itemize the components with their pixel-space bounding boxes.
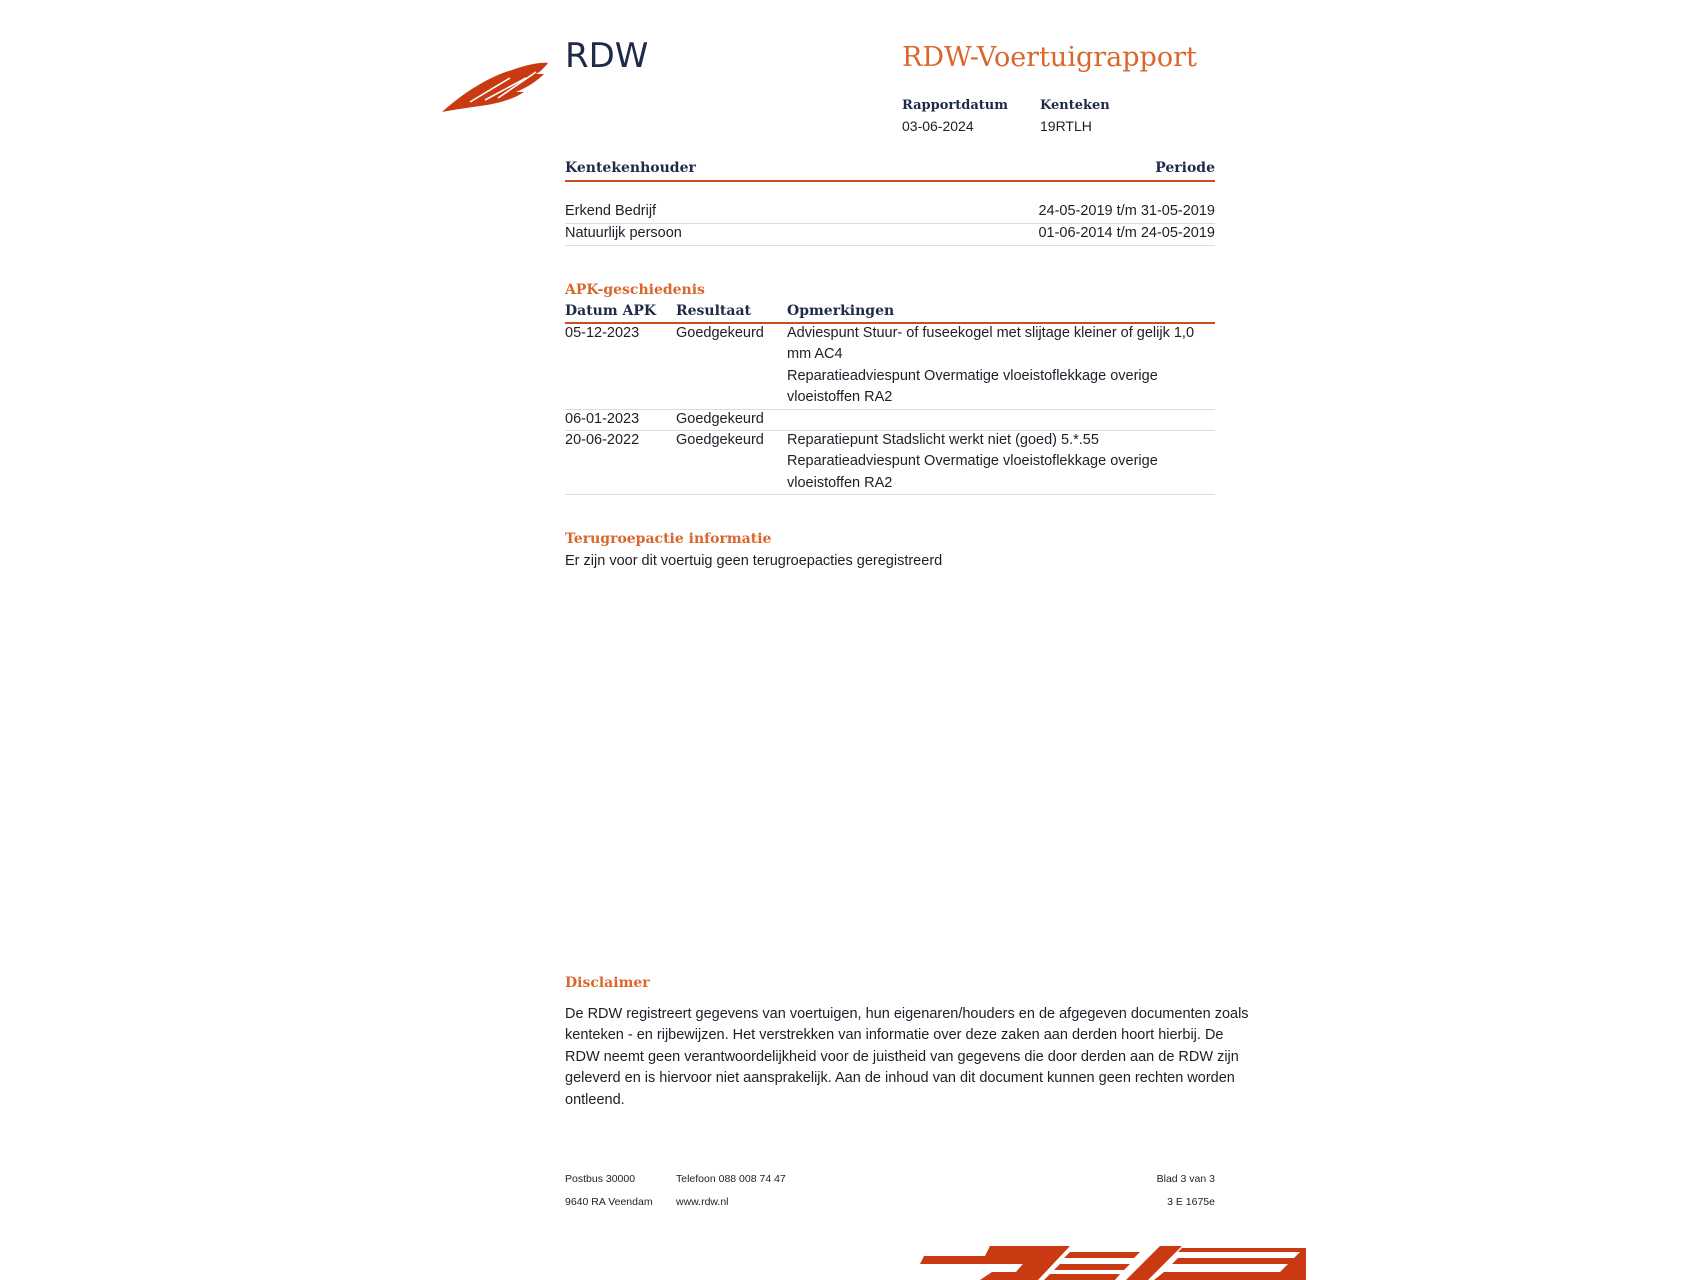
rapportdatum-value: 03-06-2024 [902, 118, 974, 134]
footer-phone: Telefoon 088 008 74 47 [676, 1173, 786, 1185]
apk-section-title: APK-geschiedenis [565, 282, 705, 298]
disclaimer-line: ontleend. [565, 1092, 625, 1108]
disclaimer-line: RDW neemt geen verantwoordelijkheid voor de juistheid van gegevens die door derden aan de RDW zijn [565, 1049, 1239, 1065]
apk-result: Goedgekeurd [676, 411, 764, 427]
footer-website[interactable]: www.rdw.nl [676, 1196, 729, 1208]
apk-remarks-column-header: Opmerkingen [787, 303, 895, 319]
disclaimer-line: kenteken - en rijbewijzen. Het verstrekken van informatie over deze zaken aan derden hoort hierbij. De [565, 1027, 1224, 1043]
apk-result-column-header: Resultaat [676, 303, 751, 319]
row-divider [565, 223, 1215, 224]
report-title: RDW-Voertuigrapport [902, 42, 1197, 73]
apk-result: Goedgekeurd [676, 432, 764, 448]
apk-remark-line: Reparatiepunt Stadslicht werkt niet (goed) 5.*.55 [787, 432, 1099, 448]
footer-code: 3 E 1675e [1167, 1196, 1215, 1208]
disclaimer-line: De RDW registreert gegevens van voertuigen, hun eigenaren/houders en de afgegeven documenten zoals [565, 1006, 1249, 1022]
row-divider [565, 409, 1215, 410]
apk-remark-line: vloeistoffen RA2 [787, 389, 893, 405]
apk-date-column-header: Datum APK [565, 303, 657, 319]
row-divider [565, 430, 1215, 431]
holder-column-header: Kentekenhouder [565, 160, 696, 176]
holder-name: Natuurlijk persoon [565, 225, 682, 241]
apk-result: Goedgekeurd [676, 325, 764, 341]
rapportdatum-label: Rapportdatum [902, 98, 1008, 113]
kenteken-label: Kenteken [1040, 98, 1110, 113]
apk-remark-line: vloeistoffen RA2 [787, 475, 893, 491]
apk-header-rule [565, 322, 1215, 324]
apk-remark-line: mm AC4 [787, 346, 843, 362]
disclaimer-line: geleverd en is hiervoor niet aansprakelijk. Aan de inhoud van dit document kunnen geen rechten worden [565, 1070, 1235, 1086]
holders-header-rule [565, 180, 1215, 182]
apk-remark-line: Reparatieadviespunt Overmatige vloeistoflekkage overige [787, 453, 1158, 469]
rdw-stripes-decoration-icon [920, 1244, 1306, 1280]
recall-section-title: Terugroepactie informatie [565, 531, 772, 547]
holder-name: Erkend Bedrijf [565, 203, 657, 219]
footer-page-number: Blad 3 van 3 [1156, 1173, 1215, 1185]
kenteken-value: 19RTLH [1040, 118, 1092, 134]
apk-date: 20-06-2022 [565, 432, 640, 448]
apk-date: 05-12-2023 [565, 325, 640, 341]
rdw-feather-logo-icon [440, 56, 550, 116]
footer-city: 9640 RA Veendam [565, 1196, 653, 1208]
holder-period: 24-05-2019 t/m 31-05-2019 [1038, 203, 1215, 219]
holder-period: 01-06-2014 t/m 24-05-2019 [1038, 225, 1215, 241]
logo-text: RDW [565, 36, 649, 76]
row-divider [565, 494, 1215, 495]
row-divider [565, 245, 1215, 246]
apk-remark-line: Reparatieadviespunt Overmatige vloeistoflekkage overige [787, 368, 1158, 384]
apk-date: 06-01-2023 [565, 411, 640, 427]
recall-text: Er zijn voor dit voertuig geen terugroepacties geregistreerd [565, 553, 943, 569]
period-column-header: Periode [1155, 160, 1215, 176]
apk-remark-line: Adviespunt Stuur- of fuseekogel met slijtage kleiner of gelijk 1,0 [787, 325, 1195, 341]
disclaimer-title: Disclaimer [565, 975, 650, 991]
footer-postbus: Postbus 30000 [565, 1173, 636, 1185]
